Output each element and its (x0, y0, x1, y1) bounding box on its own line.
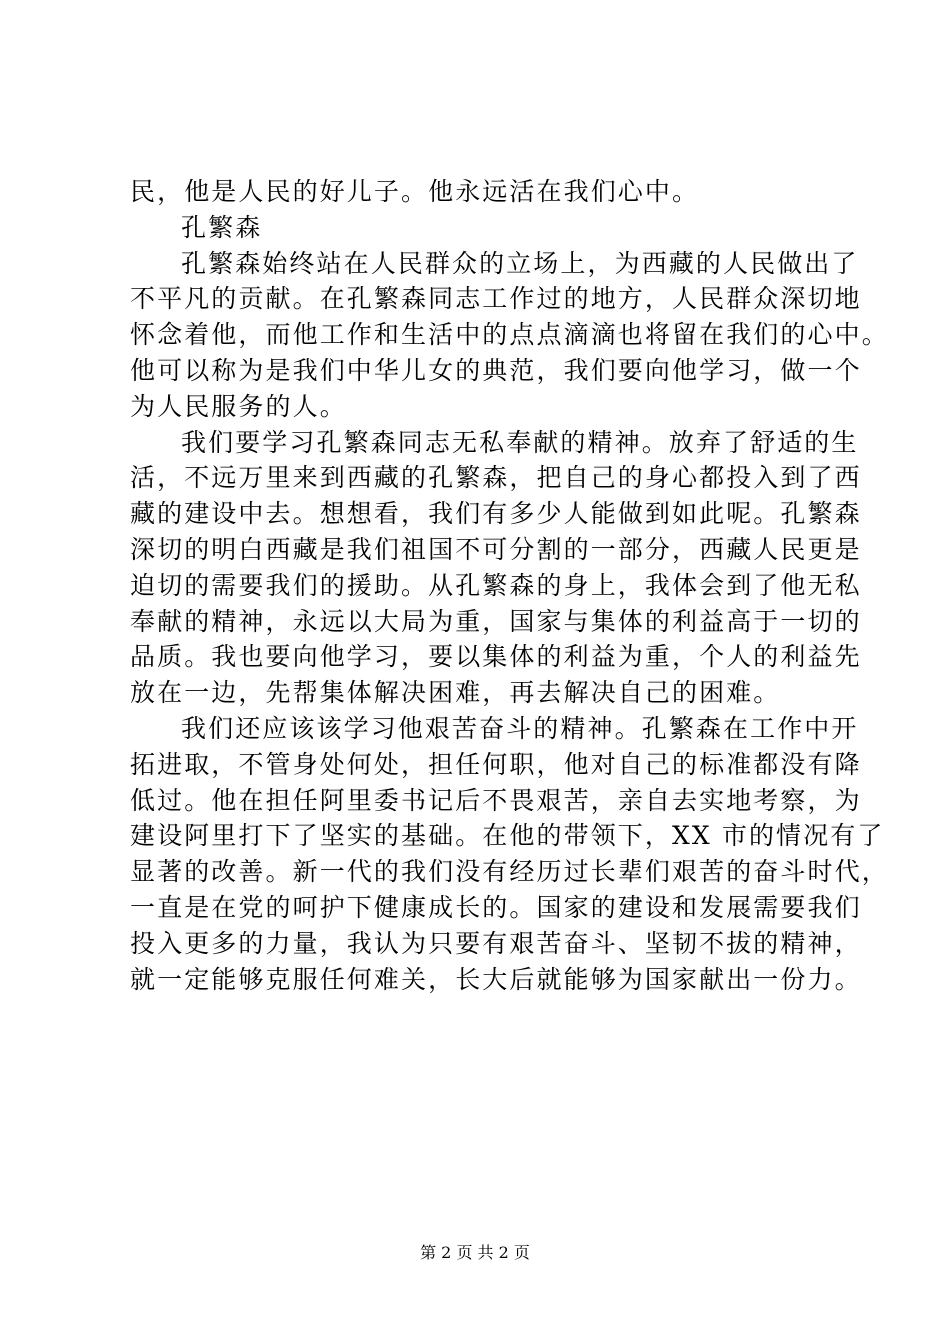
text-line: 不平凡的贡献。在孔繁森同志工作过的地方，人民群众深切地 (130, 284, 862, 314)
text-line: 品质。我也要向他学习，要以集体的利益为重，个人的利益先 (130, 642, 862, 672)
text-line: 孔繁森始终站在人民群众的立场上，为西藏的人民做出了 (181, 248, 859, 278)
text-line: 为人民服务的人。 (130, 391, 347, 421)
text-line: 显著的改善。新一代的我们没有经历过长辈们艰苦的奋斗时代， (130, 857, 889, 887)
text-line: 低过。他在担任阿里委书记后不畏艰苦，亲自去实地考察，为 (130, 785, 862, 815)
text-line: 迫切的需要我们的援助。从孔繁森的身上，我体会到了他无私 (130, 570, 862, 600)
text-line: 民，他是人民的好儿子。他永远活在我们心中。 (130, 177, 700, 206)
text-line: 他可以称为是我们中华儿女的典范，我们要向他学习，做一个 (130, 355, 862, 385)
body-text (130, 174, 889, 997)
text-line: 我们要学习孔繁森同志无私奉献的精神。放弃了舒适的生 (181, 427, 859, 457)
text-line: 藏的建设中去。想想看，我们有多少人能做到如此呢。孔繁森 (130, 499, 862, 529)
text-line: 怀念着他，而他工作和生活中的点点滴滴也将留在我们的心中。 (130, 320, 889, 350)
text-line: 深切的明白西藏是我们祖国不可分割的一部分，西藏人民更是 (130, 534, 862, 564)
text-line: 一直是在党的呵护下健康成长的。国家的建设和发展需要我们 (130, 892, 862, 922)
text-line: 建设阿里打下了坚实的基础。在他的带领下，XX 市的情况有了 (130, 821, 885, 851)
text-line: 孔繁森 (181, 212, 263, 242)
text-line: 拓进取，不管身处何处，担任何职，他对自己的标准都没有降 (130, 749, 862, 779)
text-line: 活，不远万里来到西藏的孔繁森，把自己的身心都投入到了西 (130, 463, 862, 493)
page-number-footer: 第 2 页 共 2 页 (420, 1243, 530, 1262)
text-line: 我们还应该该学习他艰苦奋斗的精神。孔繁森在工作中开 (181, 713, 859, 743)
text-line: 就一定能够克服任何难关，长大后就能够为国家献出一份力。 (130, 964, 862, 994)
text-line: 奉献的精神，永远以大局为重，国家与集体的利益高于一切的 (130, 606, 862, 636)
text-line: 投入更多的力量，我认为只要有艰苦奋斗、坚韧不拔的精神， (130, 928, 862, 958)
text-line: 放在一边，先帮集体解决困难，再去解决自己的困难。 (130, 678, 781, 708)
